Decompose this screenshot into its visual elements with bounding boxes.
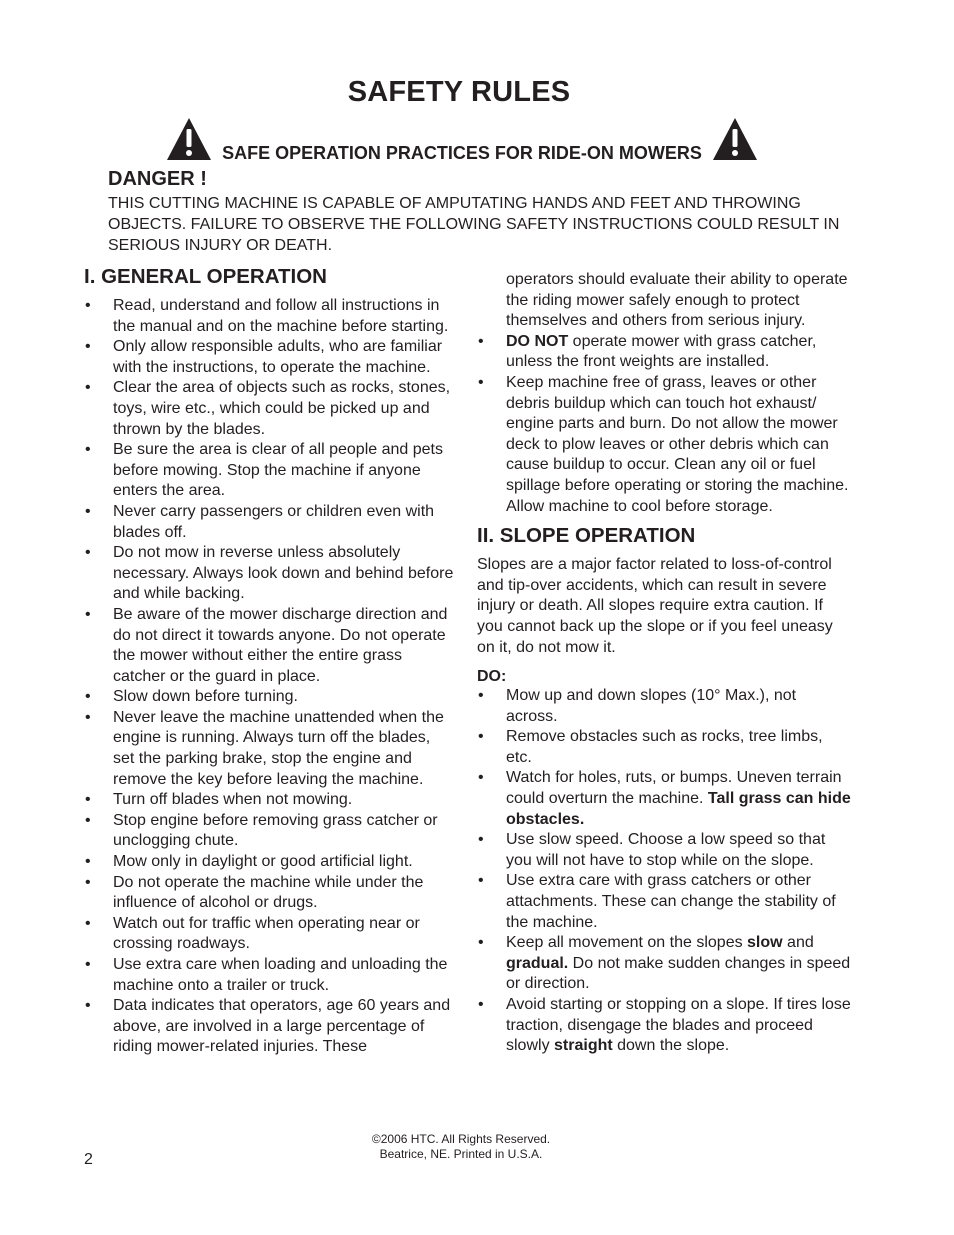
- emphasis-text: straight: [554, 1037, 613, 1055]
- section-subtitle: SAFE OPERATION PRACTICES FOR RIDE-ON MOWERS: [222, 142, 702, 163]
- do-label: DO:: [477, 668, 507, 686]
- list-item: [477, 995, 852, 1057]
- emphasis-text: Tall grass can hide obstacles.: [506, 790, 851, 828]
- list-item: • Be sure the area is clear of all people and pets before mowing. Stop the machine if anyone enters the area.: [84, 440, 456, 502]
- list-item-text: down the slope.: [612, 1037, 730, 1055]
- page-number: 2: [84, 1151, 93, 1168]
- page-title: SAFETY RULES: [347, 76, 571, 108]
- list-item: • Do not operate the machine while under the influence of alcohol or drugs.: [84, 873, 456, 914]
- list-item: • Read, understand and follow all instructions in the manual and on the machine before starting.: [84, 296, 456, 337]
- list-item: • Watch out for traffic when operating near or crossing roadways.: [84, 914, 456, 955]
- emphasis-text: slow: [747, 934, 783, 952]
- list-item-text: Watch for holes, ruts, or bumps. Uneven terrain could overturn the machine.: [506, 769, 842, 808]
- copyright-footer: [0, 1132, 922, 1162]
- slope-operation-heading: II. SLOPE OPERATION: [477, 524, 696, 548]
- list-item-text: Do not make sudden changes in speed or direction.: [506, 954, 851, 993]
- list-item: • Stop engine before removing grass catcher or unclogging chute.: [84, 811, 456, 852]
- list-item: • Keep machine free of grass, leaves or other debris buildup which can touch hot exhaust/ engine parts and burn. Do not allow the mower deck to plow leaves or other debris which can cause buildup to occur. Clean any oil or fuel spillage before operating or storing the machine. Allow machine to cool before storage.: [477, 373, 852, 517]
- list-item: [477, 332, 852, 373]
- list-item: • Only allow responsible adults, who are familiar with the instructions, to operate the machine.: [84, 337, 456, 378]
- general-operation-list: [84, 296, 456, 1058]
- list-item: • Slow down before turning.: [84, 687, 456, 708]
- printed-line: Beatrice, NE. Printed in U.S.A.: [379, 1147, 543, 1161]
- list-item: • Do not mow in reverse unless absolutely necessary. Always look down and behind before and while backing.: [84, 543, 456, 605]
- list-item: • Turn off blades when not mowing.: [84, 790, 456, 811]
- list-item: • Data indicates that operators, age 60 years and above, are involved in a large percentage of riding mower-related injuries. These: [84, 996, 456, 1058]
- list-item: • Never carry passengers or children even with blades off.: [84, 502, 456, 543]
- warning-triangle-icon: [712, 117, 758, 161]
- list-item-text: operate mower with grass catcher, unless the front weights are installed.: [506, 332, 817, 371]
- list-item: [477, 768, 852, 830]
- right-column: [477, 270, 852, 1057]
- danger-heading: DANGER !: [108, 168, 207, 190]
- emphasis-text: DO NOT: [506, 332, 569, 350]
- list-item: • Use extra care when loading and unloading the machine onto a trailer or truck.: [84, 955, 456, 996]
- list-item-text: Keep all movement on the slopes: [506, 934, 748, 952]
- list-item: • Mow only in daylight or good artificial light.: [84, 852, 456, 873]
- list-item: • Use slow speed. Choose a low speed so that you will not have to stop while on the slope.: [477, 830, 852, 871]
- list-item: • Mow up and down slopes (10° Max.), not across.: [477, 686, 852, 727]
- list-item-text: Avoid starting or stopping on a slope. If tires lose traction, disengage the blades and proceed slowly: [506, 996, 851, 1055]
- list-item: • Use extra care with grass catchers or other attachments. These can change the stability of the machine.: [477, 871, 852, 933]
- slope-do-list: [477, 686, 852, 1057]
- warning-banner: [0, 117, 924, 161]
- general-operation-column: [84, 264, 456, 1058]
- general-operation-list-continued: [477, 332, 852, 517]
- list-item-continuation: operators should evaluate their ability to operate the riding mower safely enough to protect themselves and others from serious injury.: [506, 271, 848, 330]
- emphasis-text: gradual.: [506, 954, 569, 972]
- list-item-text: and: [782, 934, 814, 952]
- list-item: • Never leave the machine unattended when the engine is running. Always turn off the blades, set the parking brake, stop the engine and remove the key before leaving the machine.: [84, 708, 456, 790]
- warning-triangle-icon: [166, 117, 212, 161]
- general-operation-heading: I. GENERAL OPERATION: [84, 265, 327, 288]
- list-item: • Be aware of the mower discharge direction and do not direct it towards anyone. Do not operate the mower without either the entire grass catcher or the guard in place.: [84, 605, 456, 687]
- list-item: [477, 933, 852, 995]
- danger-text: THIS CUTTING MACHINE IS CAPABLE OF AMPUTATING HANDS AND FEET AND THROWING OBJECTS. FAILURE TO OBSERVE THE FOLLOWING SAFETY INSTRUCTIONS COULD RESULT IN SERIOUS INJURY OR DEATH.: [108, 195, 840, 254]
- copyright-line: ©2006 HTC. All Rights Reserved.: [371, 1132, 551, 1146]
- slope-intro: Slopes are a major factor related to loss-of-control and tip-over accidents, which can result in severe injury or death. All slopes require extra caution. If you cannot back up the slope or if you feel uneasy on it, do not mow it.: [477, 556, 833, 656]
- list-item: • Remove obstacles such as rocks, tree limbs, etc.: [477, 727, 852, 768]
- list-item: • Clear the area of objects such as rocks, stones, toys, wire etc., which could be picked up and thrown by the blades.: [84, 378, 456, 440]
